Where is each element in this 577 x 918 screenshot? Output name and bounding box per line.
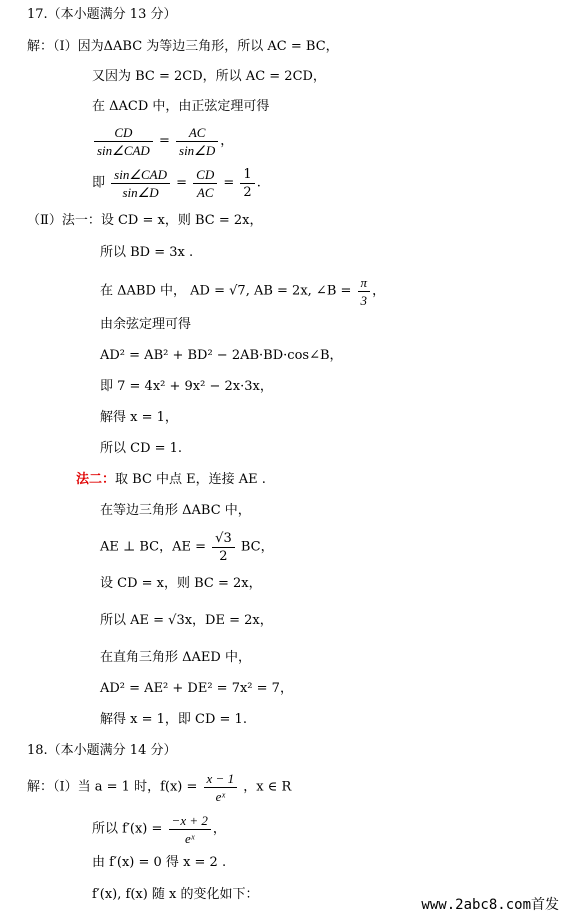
q17-line3: 在 ΔACD 中，由正弦定理可得 bbox=[92, 99, 270, 114]
fraction: $\frac{CD}{AC}$ bbox=[193, 166, 217, 201]
q17-m2-line3: 设 CD = x，则 BC = 2x， bbox=[100, 576, 262, 591]
q17-p2-line4: AD² = AB² + BD² − 2AB·BD·cos∠B， bbox=[100, 348, 343, 363]
q17-header: 17.（本小题满分 13 分） bbox=[27, 7, 177, 22]
q17-p2-line2: 在 ΔABD 中， AD = √7, AB = 2x, ∠B = $\frac{\pi}{3}$ ， bbox=[100, 275, 386, 308]
method2-text: 取 BC 中点 E，连接 AE . bbox=[115, 472, 266, 487]
fraction: $\frac{\pi}{3}$ bbox=[358, 274, 371, 309]
q17-p2-line7: 所以 CD = 1. bbox=[100, 441, 183, 456]
q18-header: 18.（本小题满分 14 分） bbox=[27, 743, 177, 758]
q18-line3: 由 f′(x) = 0 得 x = 2 . bbox=[92, 855, 227, 870]
fraction: $\frac{-x + 2}{\text{eˣ}}$ bbox=[169, 812, 211, 847]
fraction: $\frac{CD}{\text{sin∠CAD}}$ bbox=[94, 124, 153, 159]
q17-m2-line4: 所以 AE = √3x，DE = 2x， bbox=[100, 613, 273, 628]
q17-equation1: $\frac{CD}{\text{sin∠CAD}}$ = $\frac{AC}{\sin\angle D}$ ， bbox=[92, 124, 233, 159]
q17-part2-label: （Ⅱ）法一：设 CD = x，则 BC = 2x， bbox=[27, 213, 263, 228]
method2-label: 法二： bbox=[76, 472, 116, 487]
q17-m2-line7: 解得 x = 1，即 CD = 1. bbox=[100, 712, 247, 727]
q17-part1-line bbox=[27, 38, 339, 56]
fraction: $\frac{x - 1}{\text{eˣ}}$ bbox=[204, 770, 238, 805]
q17-line2: 又因为 BC = 2CD，所以 AC = 2CD， bbox=[92, 69, 326, 84]
q17-m2-line2: AE ⊥ BC，AE = $\frac{√3}{2}$ BC， bbox=[100, 531, 274, 564]
watermark: www.2abc8.com首发 bbox=[421, 897, 559, 913]
q17-p2-line3: 由余弦定理可得 bbox=[100, 317, 192, 332]
q17-part1-label: 解：（Ⅰ）因为 bbox=[27, 39, 104, 54]
q17-method2-line bbox=[76, 471, 266, 489]
q17-p2-line1: 所以 BD = 3x . bbox=[100, 245, 194, 260]
q17-p2-line5: 即 7 = 4x² + 9x² − 2x·3x， bbox=[100, 379, 273, 394]
q17-part1-text: ΔABC 为等边三角形，所以 AC = BC， bbox=[103, 39, 339, 54]
q18-line2: 所以 f′(x) = $\frac{-x + 2}{\text{eˣ}}$ ， bbox=[92, 813, 226, 846]
fraction: $\frac{\text{sin∠CAD}}{\sin\angle D}$ bbox=[111, 166, 170, 201]
q17-m2-line6: AD² = AE² + DE² = 7x² = 7， bbox=[100, 681, 293, 696]
q17-p2-line6: 解得 x = 1， bbox=[100, 410, 178, 425]
q18-line1: 解：（Ⅰ）当 a = 1 时，f(x) = $\frac{x - 1}{\text{eˣ}}$ ，x ∈ R bbox=[27, 771, 292, 804]
fraction: $\frac{AC}{\sin\angle D}$ bbox=[176, 124, 218, 159]
fraction: $\frac{1}{2}$ bbox=[240, 166, 254, 201]
q17-m2-line5: 在直角三角形 ΔAED 中， bbox=[100, 650, 251, 665]
q18-line4: f′(x), f(x) 随 x 的变化如下： bbox=[92, 887, 259, 902]
fraction: $\frac{√3}{2}$ bbox=[212, 530, 235, 565]
q17-m2-line1: 在等边三角形 ΔABC 中， bbox=[100, 503, 251, 518]
q17-equation2: 即 $\frac{\text{sin∠CAD}}{\sin\angle D}$ = $\frac{CD}{AC}$ = $\frac{1}{2}$ . bbox=[92, 167, 261, 200]
